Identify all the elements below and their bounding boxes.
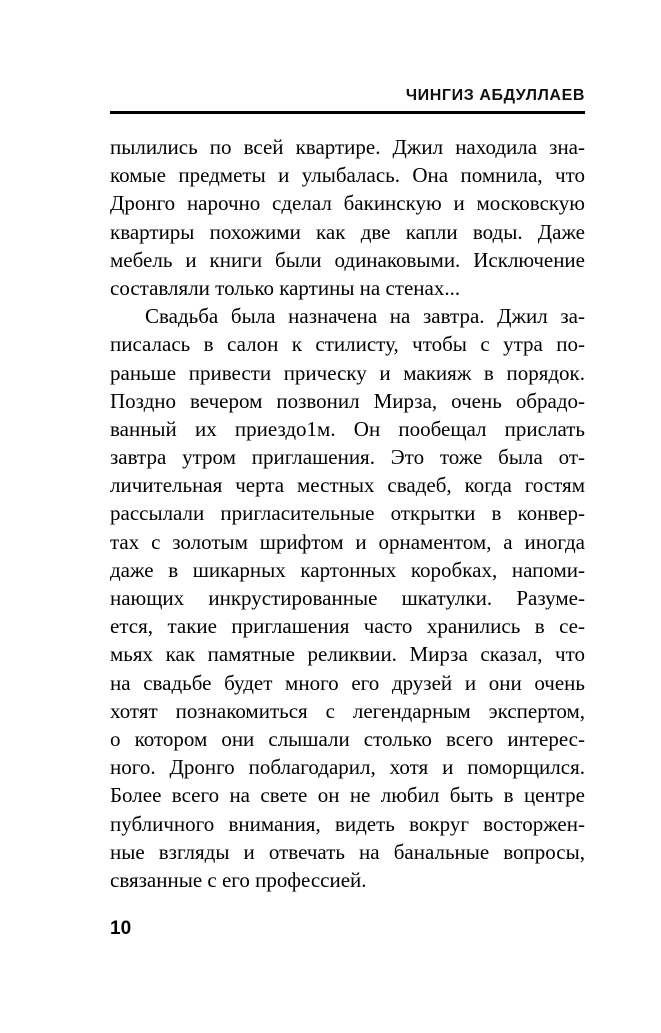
text-line: ванный их приездо1м. Он пообещал прислать [110, 416, 585, 441]
text-line: ется, такие приглашения часто хранились в се- [110, 614, 585, 639]
text-line: на свадьбе будет много его друзей и они очень [110, 670, 585, 695]
text-line: Свадьба была назначена на завтра. Джил за- [145, 304, 585, 329]
text-line: тах с золотым шрифтом и орнаментом, а иногда [110, 529, 585, 554]
text-line: пылились по всей квартире. Джил находила зна- [110, 135, 585, 159]
text-line: мебель и книги были одинаковыми. Исключение [110, 247, 585, 272]
text-line: хотят познакомиться с легендарным экспертом, [110, 698, 585, 723]
text-line: нающих инкрустированные шкатулки. Разуме- [110, 586, 585, 610]
text-line: личительная черта местных свадеб, когда гостям [110, 473, 585, 498]
text-line: Более всего на свете он не любил быть в центре [110, 783, 585, 808]
text-line: мьях как памятные реликвии. Мирза сказал, что [110, 642, 585, 667]
body-text [110, 133, 585, 894]
page-number: 10 [110, 918, 132, 939]
text-line: составляли только картины на стенах... [110, 275, 461, 300]
text-line: раньше привести прическу и макияж в порядок. [110, 360, 585, 385]
text-line: писалась в салон к стилисту, чтобы с утра по- [110, 332, 585, 357]
text-line: квартиры похожими как две капли воды. Даже [110, 219, 585, 244]
text-line: Дронго нарочно сделал бакинскую и московскую [110, 191, 585, 216]
running-header-author: ЧИНГИЗ АБДУЛЛАЕВ [405, 87, 585, 104]
text-line: связанные с его профессией. [110, 867, 367, 892]
text-line: ные взгляды и отвечать на банальные вопросы, [110, 839, 585, 864]
text-line: завтра утром приглашения. Это тоже была от- [110, 445, 585, 470]
text-line: публичного внимания, видеть вокруг восторжен- [110, 811, 585, 836]
text-line: Поздно вечером позвонил Мирза, очень обрадо- [110, 388, 585, 413]
text-line: даже в шикарных картонных коробках, напоми- [110, 557, 585, 582]
header-rule [110, 111, 585, 114]
text-line: ного. Дронго поблагодарил, хотя и поморщился. [110, 755, 585, 780]
text-line: комые предметы и улыбалась. Она помнила, что [110, 163, 585, 188]
text-line: о котором они слышали столько всего интерес- [110, 726, 585, 751]
text-line: рассылали пригласительные открытки в конвер- [110, 501, 585, 526]
